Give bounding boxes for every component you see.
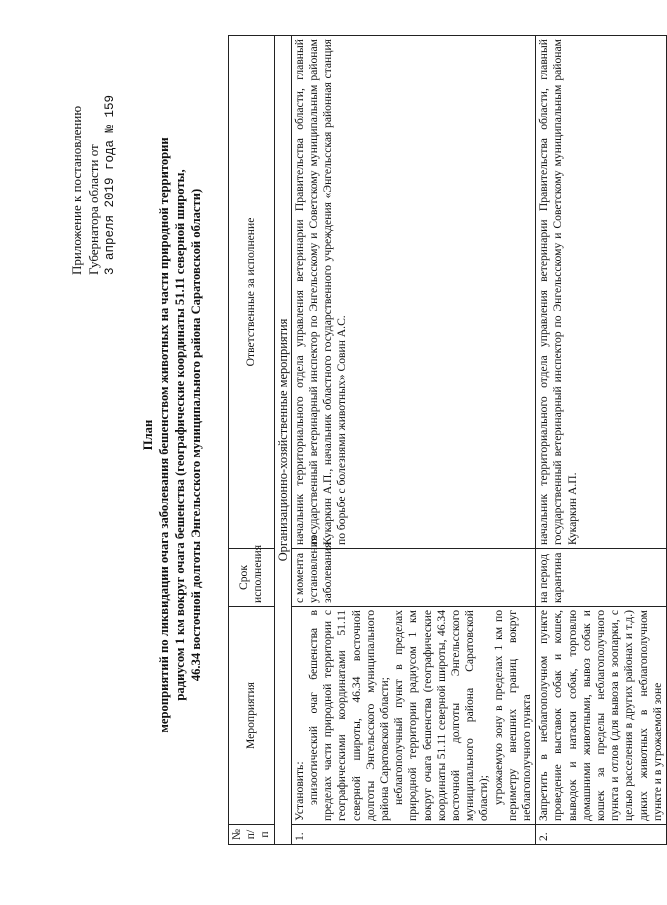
approval-note xyxy=(68,35,119,275)
row-1-action-p2: неблагополучный пункт в пределах природной территории радиусом 1 км вокруг очага бешенства (географические координаты 51.11 северной широты, 46.34 восточной долготы Энгельсского муниципального района Саратовской области); xyxy=(392,610,491,821)
row-1-action-p3: угрожаемую зону в пределах 1 км по периметру внешних границ вокруг неблагополучного пункта xyxy=(491,610,534,821)
approval-line-2: Губернатора области от xyxy=(86,144,101,275)
row-2-responsible: начальник территориального отдела управления ветеринарии Правительства области, главный государственный ветеринарный инспектор по Энгельсскому и Советскому муниципальным районам Кукаркин А.П. xyxy=(536,36,667,549)
section-row xyxy=(274,36,291,845)
header-action: Мероприятия xyxy=(229,607,275,825)
plan-title: План xyxy=(141,419,155,451)
table-row xyxy=(536,36,667,845)
approval-line-1: Приложение к постановлению xyxy=(69,105,84,275)
header-responsible: Ответственные за исполнение xyxy=(229,36,275,549)
approval-line-3: 3 апреля 2019 года № 159 xyxy=(103,94,117,275)
table-header-row xyxy=(229,36,275,845)
row-1-action-intro: Установить: xyxy=(292,761,306,821)
row-1-responsible: начальник территориального отдела управления ветеринарии Правительства области, главный государственный ветеринарный инспектор по Энгельсскому и Советскому муниципальным районам Кукаркин А.П., начальник областного государственного учреждения «Энгельсская районная станция по борьбе с болезнями животных» Совин А.С. xyxy=(291,36,535,549)
row-1-action xyxy=(291,607,535,825)
plan-heading-line-1: мероприятий по ликвидации очага заболевания бешенством животных на части природной территории xyxy=(157,137,171,733)
row-1-action-p1: эпизоотический очаг бешенства в пределах части природной территории с географическими координатами 51.11 северной широты, 46.34 восточной долготы Энгельсского муниципального района Саратовской области; xyxy=(307,610,392,821)
header-term: Срок исполнения xyxy=(229,549,275,607)
plan-heading xyxy=(140,85,204,785)
header-num: № п/п xyxy=(229,825,275,845)
plan-heading-line-2: радиусом 1 км вокруг очага бешенства (географические координаты 51.11 северной широты, xyxy=(173,169,187,701)
row-1-num: 1. xyxy=(291,825,535,845)
row-2-action: Запретить в неблагополучном пункте проведение выставок собак и кошек, выводок и натаски собак, торговлю домашними животными, вывоз собак и кошек за пределы неблагополучного пункта и отлов (для вывоза в зоопарки, с целью расселения в других районах и т.д.) диких животных в неблагополучном пункте и в угрожаемой зоне xyxy=(536,607,667,825)
row-2-term: на период карантина xyxy=(536,549,667,607)
table-row xyxy=(291,36,535,845)
row-2-num: 2. xyxy=(536,825,667,845)
row-1-term: с момента установления заболевания xyxy=(291,549,535,607)
section-title: Организационно-хозяйственные мероприятия xyxy=(274,36,291,845)
plan-heading-line-3: 46.34 восточной долготы Энгельсского муниципального района Саратовской области) xyxy=(189,188,203,682)
plan-table xyxy=(228,35,667,845)
